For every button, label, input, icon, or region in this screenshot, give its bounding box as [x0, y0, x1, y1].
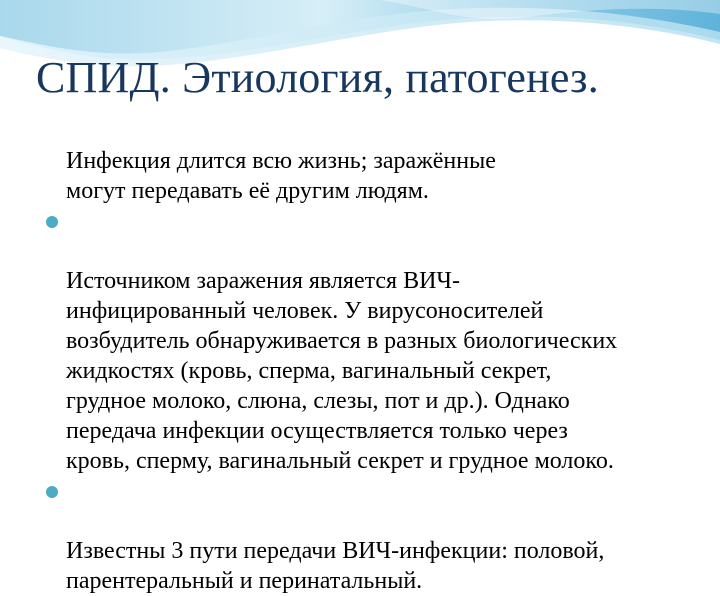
bullet-item-1-text: Источником заражения является ВИЧ- инфицированный человек. У вирусоносителей возбудитель обнаруживается в разных биологических жидкостях (кровь, сперма, вагинальный секрет, грудное молоко, слюна, слезы, пот и др.). Однако передача инфекции осуществляется только через кровь, сперму, вагинальный секрет и грудное молоко. — [66, 268, 618, 474]
slide-body — [46, 116, 706, 596]
bullet-dot-icon — [46, 216, 58, 228]
bullet-item-2 — [46, 476, 706, 596]
bullet-item-2-text: Известны 3 пути передачи ВИЧ-инфекции: половой, парентеральный и перинатальный. — [66, 538, 605, 594]
paragraph-1 — [46, 116, 706, 206]
bullet-item-1 — [46, 206, 706, 476]
paragraph-1-text: Инфекция длится всю жизнь; заражённые могут передавать её другим людям. — [66, 148, 496, 204]
slide-title: СПИД. Этиология, патогенез. — [36, 53, 599, 102]
bullet-dot-icon — [46, 486, 58, 498]
